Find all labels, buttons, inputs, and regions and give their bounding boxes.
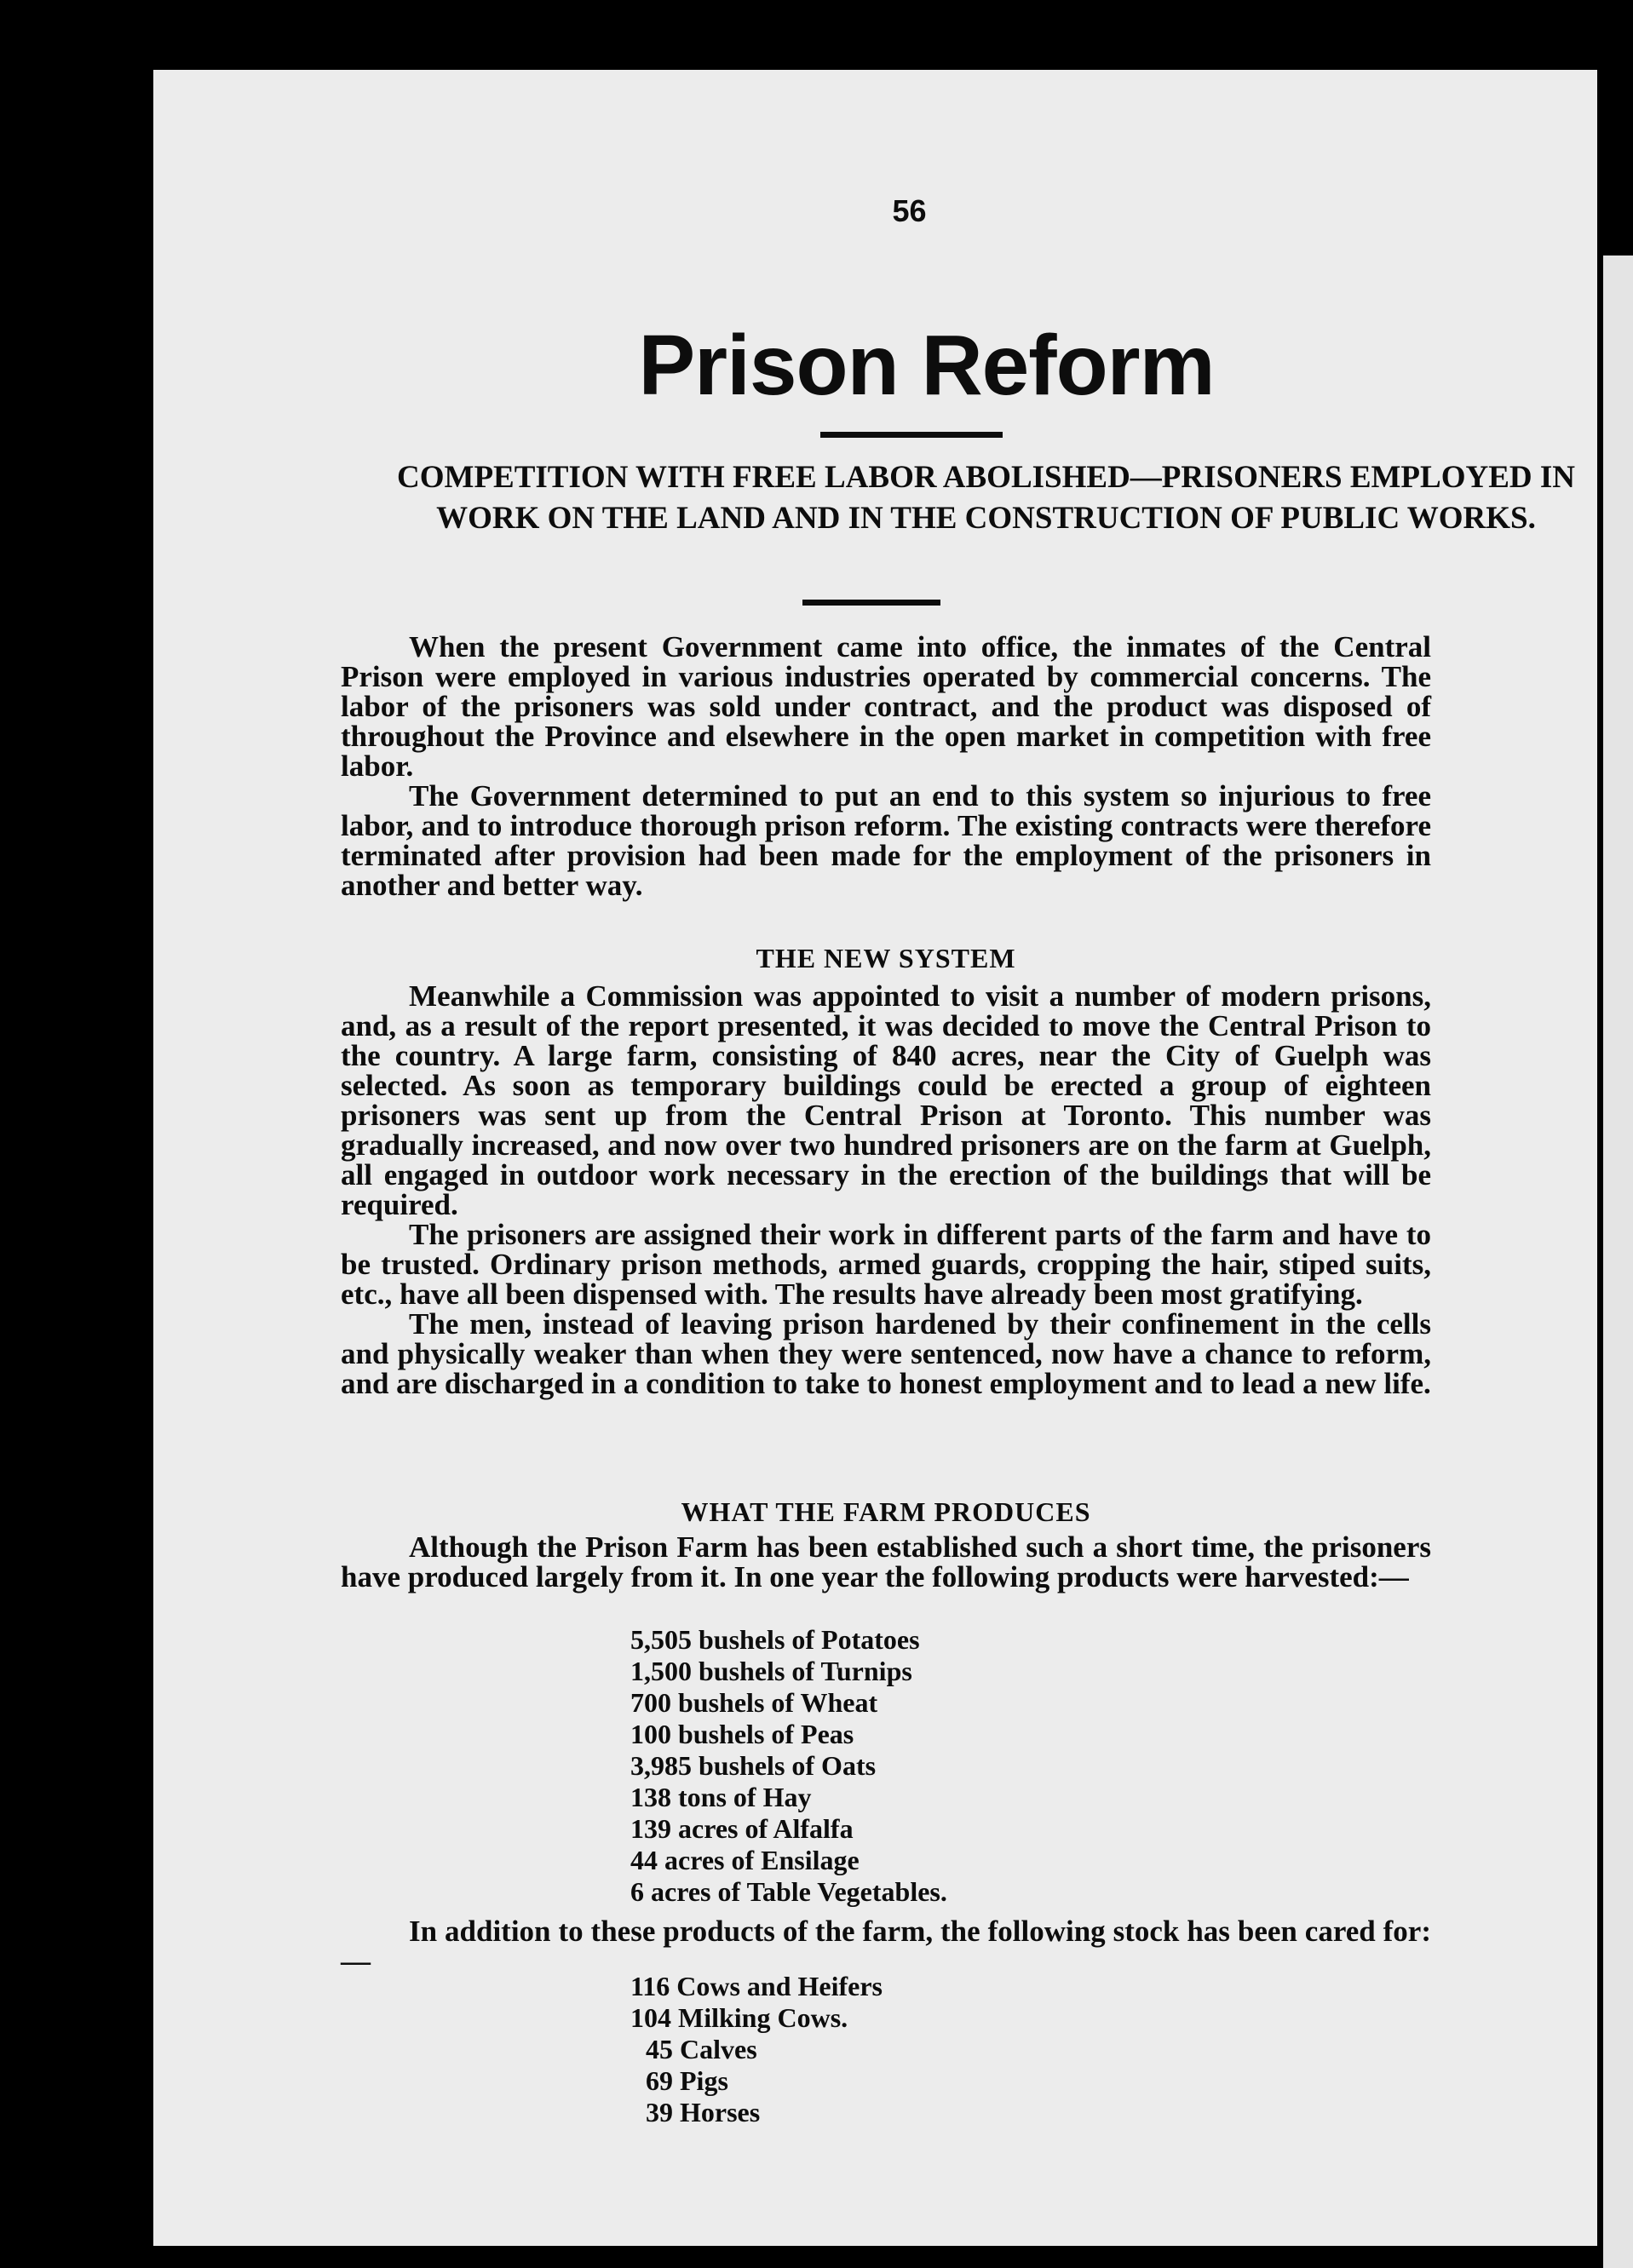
adjacent-page-edge [1603,256,1633,2268]
list-item: 138 tons of Hay [630,1782,812,1812]
list-item: 44 acres of Ensilage [630,1845,860,1875]
list-item: 700 bushels of Wheat [630,1687,878,1718]
list-item: 5,505 bushels of Potatoes [630,1624,920,1655]
products-list [630,1624,947,1908]
list-item: 39 Horses [646,2097,761,2127]
stock-list [630,1971,883,2128]
list-item: 3,985 bushels of Oats [630,1750,877,1781]
intro-paragraph-1: When the present Government came into office, the inmates of the Central Prison were employed in various industries operated by commercial concerns. The labor of the prisoners was sold under contract, and the product was disposed of throughout the Province and elsewhere in the open market in competition with free labor. [341,630,1431,783]
intro-paragraph-2: The Government determined to put an end to this system so injurious to free labor, and to introduce thorough prison reform. The existing contracts were therefore terminated after provision had been made for the employment of the prisoners in another and better way. [341,779,1431,902]
new-system-paragraph-2: The prisoners are assigned their work in different parts of the farm and have to be trusted. Ordinary prison methods, armed guards, cropping the hair, stiped suits, etc., have all been dispensed with. The results have already been most gratifying. [341,1218,1431,1311]
farm-paragraph-1: Although the Prison Farm has been established such a short time, the prisoners have produced largely from it. In one year the following products were harvested:— [341,1530,1431,1593]
subtitle-rule [802,600,940,606]
list-item: 104 Milking Cows. [630,2002,848,2033]
new-system-paragraph-3: The men, instead of leaving prison hardened by their confinement in the cells and physically weaker than when they were sentenced, now have a chance to reform, and are discharged in a condition to take to honest employment and to lead a new life. [341,1307,1431,1400]
list-item: 116 Cows and Heifers [630,1971,883,2001]
page-subtitle: COMPETITION WITH FREE LABOR ABOLISHED—PRISONERS EMPLOYED IN WORK ON THE LAND AND IN THE CONSTRUCTION OF PUBLIC WORKS. [397,460,1575,536]
list-item: 139 acres of Alfalfa [630,1813,854,1844]
list-item: 1,500 bushels of Turnips [630,1656,912,1686]
list-item: 100 bushels of Peas [630,1719,854,1749]
title-rule [820,432,1003,438]
stock-intro [341,1916,1431,1976]
page-number: 56 [892,193,927,228]
new-system-paragraph-1: Meanwhile a Commission was appointed to visit a number of modern prisons, and, as a result of the report presented, it was decided to move the Central Prison to the country. A large farm, consisting of 840 acres, near the City of Guelph was selected. As soon as temporary buildings could be erected a group of eighteen prisoners was sent up from the Central Prison at Toronto. This number was gradually increased, and now over two hundred prisoners are on the farm at Guelph, all engaged in outdoor work necessary in the erection of the buildings that will be required. [341,979,1431,1221]
page-title: Prison Reform [638,318,1215,413]
new-system-heading: THE NEW SYSTEM [756,943,1016,973]
list-item: 45 Calves [646,2034,757,2064]
farm-heading: WHAT THE FARM PRODUCES [681,1496,1091,1527]
new-system-section [341,981,1431,1398]
document-page [153,70,1597,2246]
farm-paragraph-2: In addition to these products of the farm, the following stock has been cared for:— [341,1915,1431,1978]
list-item: 69 Pigs [646,2065,728,2096]
farm-intro [341,1532,1431,1592]
list-item: 6 acres of Table Vegetables. [630,1876,947,1907]
intro-section [341,632,1431,900]
